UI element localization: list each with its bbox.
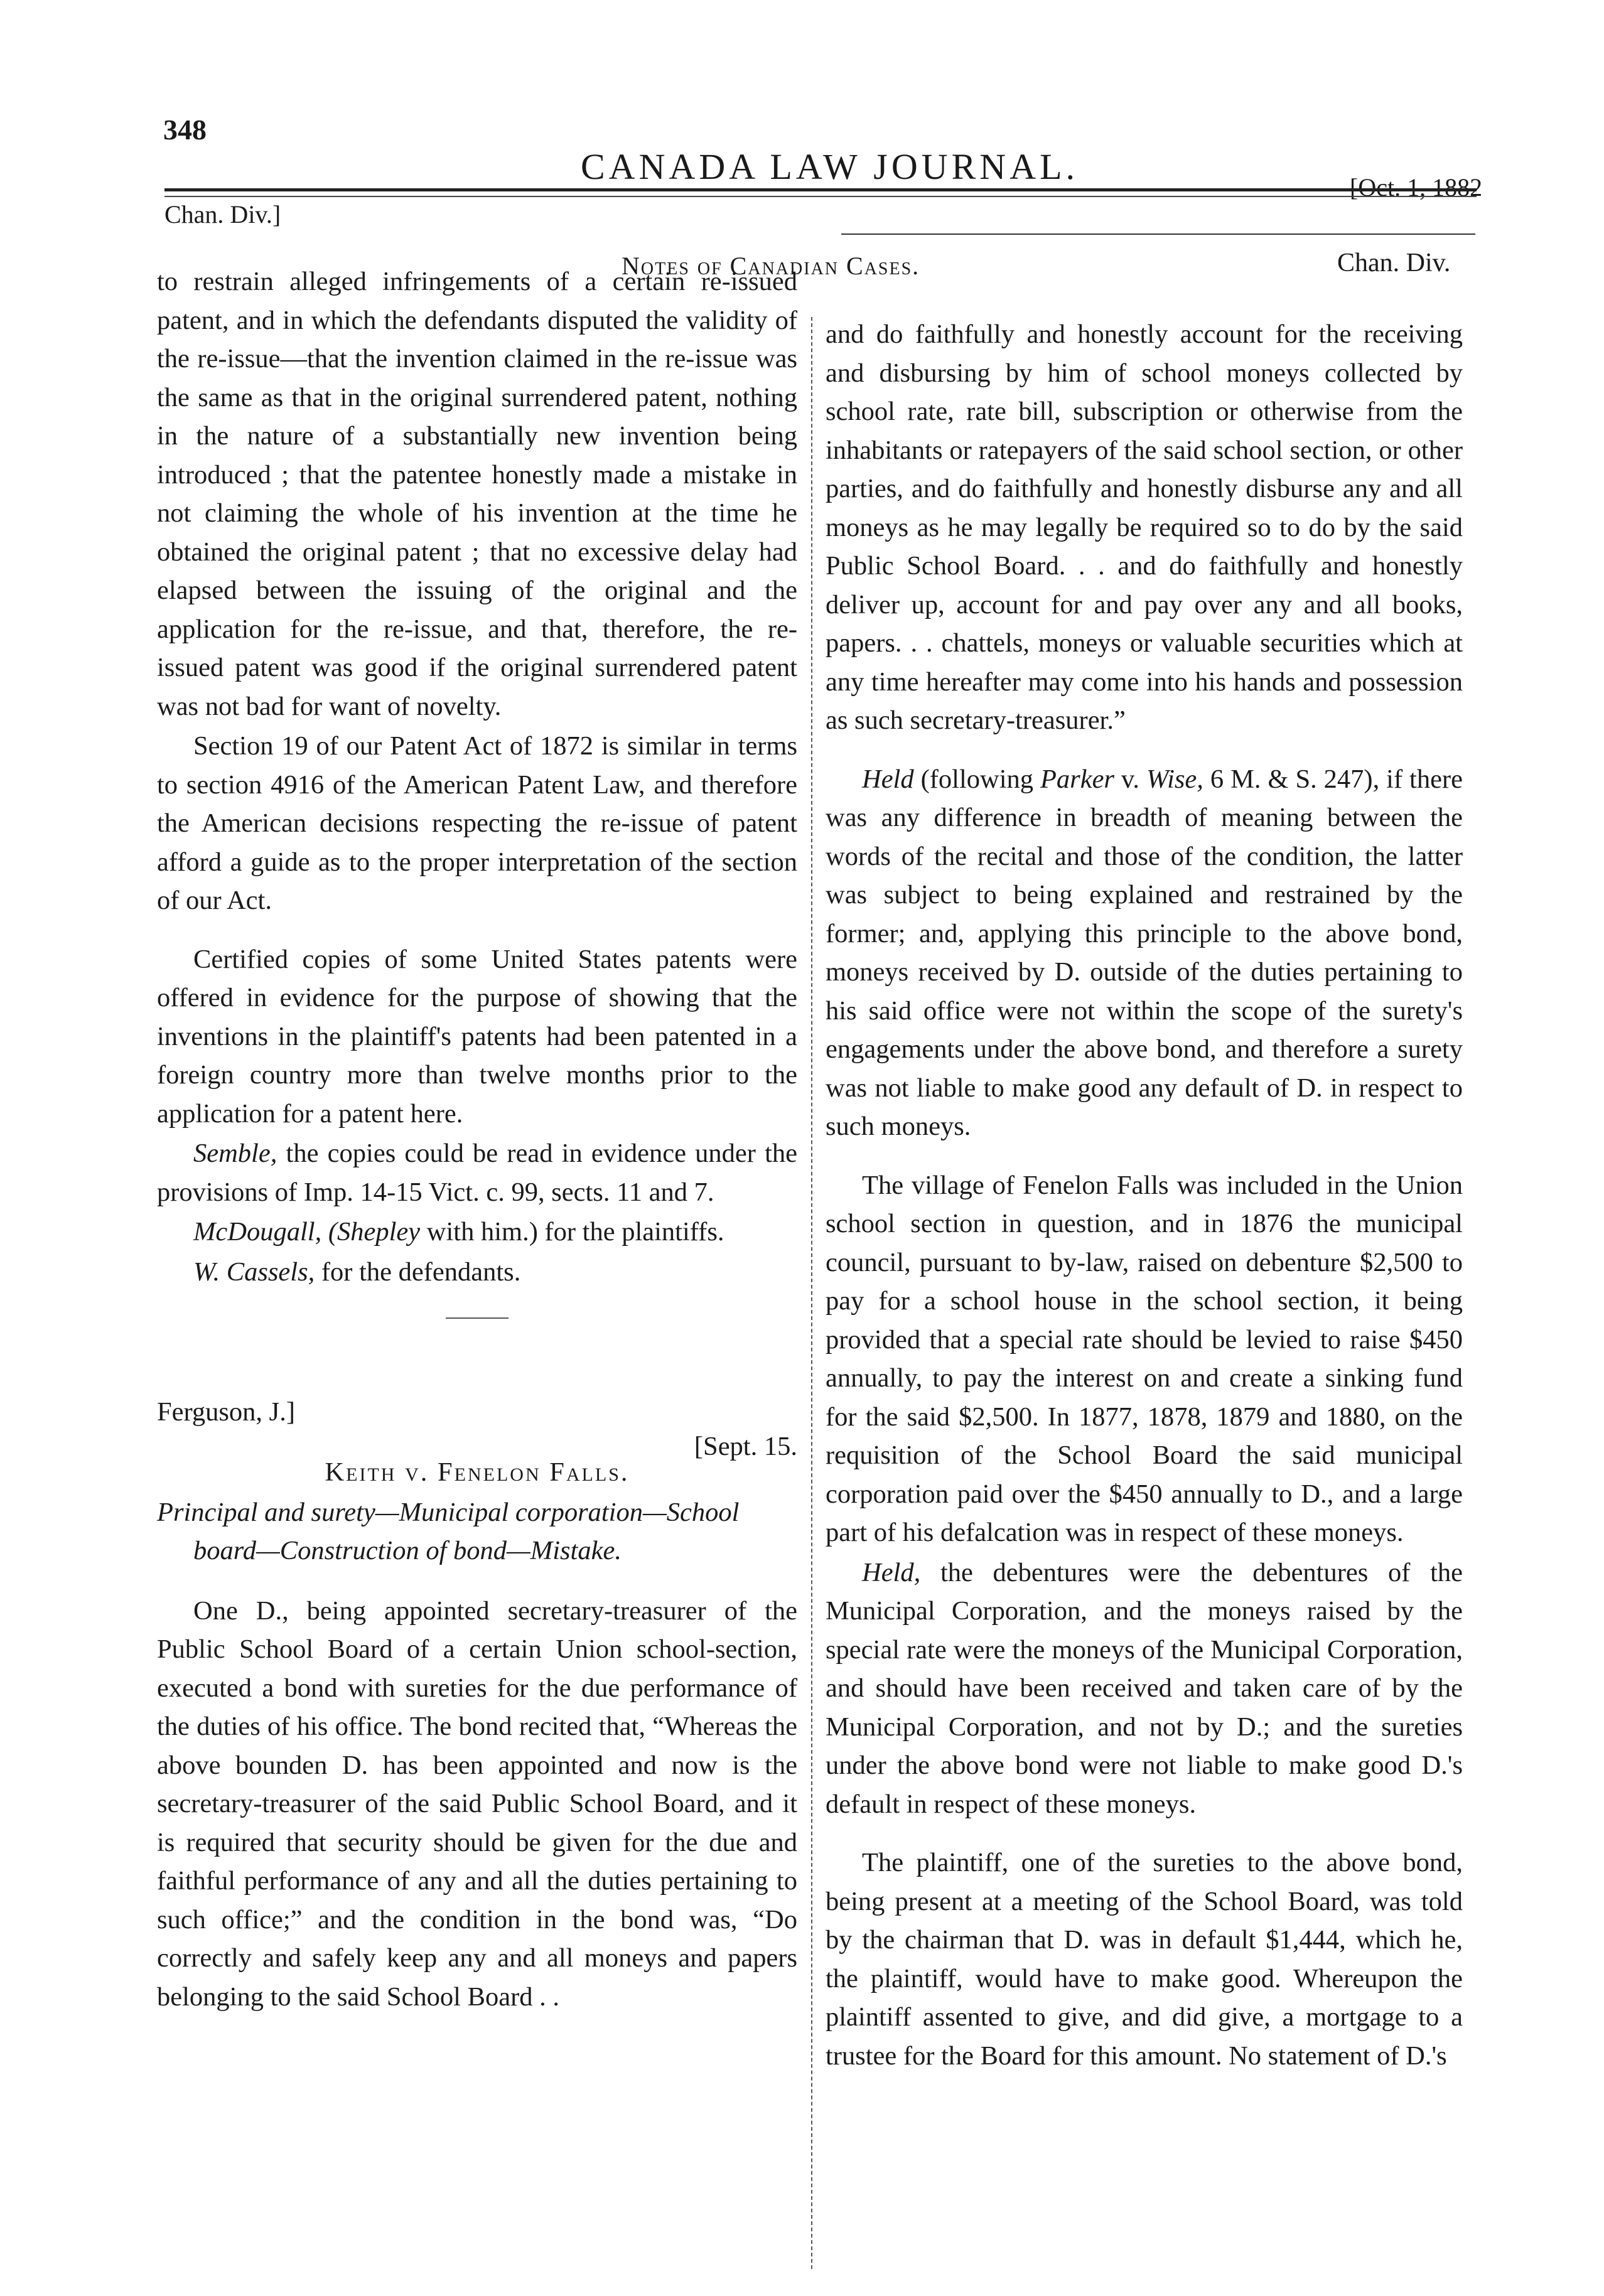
journal-title: CANADA LAW JOURNAL. — [581, 146, 1079, 187]
paragraph-text: v. — [1114, 764, 1147, 794]
italic-term: Held, — [862, 1557, 921, 1587]
counsel-line — [157, 1213, 797, 1252]
paragraph-text: 6 M. & S. 247), if there was any difference in breadth of meaning between the words of the recital and those of the condition, the latter was subject to being explained and restrained by the former; and, applying this principle to the above bond, moneys received by D. outside of the duties pertaining to his said office were not within the scope of the surety's engagements under the above bond, and therefore a surety was not liable to make good any default of D. in respect to such moneys. — [826, 764, 1463, 1141]
counsel-line — [157, 1253, 797, 1292]
paragraph — [826, 760, 1463, 1146]
paragraph-text: the copies could be read in evidence under the provisions of Imp. 14-15 Vict. c. 99, sects. 11 and 7. — [157, 1139, 797, 1207]
left-column — [157, 262, 797, 2016]
paragraph: to restrain alleged infringements of a certain re-issued patent, and in which the defendants disputed the validity of the re-issue—that the invention claimed in the re-issue was the same as that in the original surrendered patent, nothing in the nature of a substantially new invention being introduced ; that the patentee honestly made a mistake in not claiming the whole of his invention at the time he obtained the original patent ; that no excessive delay had elapsed between the issuing of the original and the application for the re-issue, and that, therefore, the re-issued patent was good if the original surrendered patent was not bad for want of novelty. — [157, 267, 797, 721]
paragraph-text: (following — [913, 764, 1040, 794]
paragraph: Section 19 of our Patent Act of 1872 is similar in terms to section 4916 of the American Patent Law, and therefore the American decisions respecting the re-issue of patent afford a guide as to the proper interpretation of the section of our Act. — [157, 731, 797, 915]
header-rule — [164, 188, 1477, 191]
running-head-left: Chan. Div.] — [164, 200, 281, 228]
counsel-names: McDougall, (Shepley — [193, 1217, 421, 1247]
paragraph: The village of Fenelon Falls was included in the Union school section in question, and in 1876 the municipal council, pursuant to by-law, raised on debenture $2,500 to pay for a school house in the school section, it being provided that a special rate should be levied to raise $450 annually, to pay the interest on and create a sinking fund for the said $2,500. In 1877, 1878, 1879 and 1880, on the requisition of the School Board the said municipal corporation paid over the $450 annually to D., and a large part of his defalcation was in respect of these moneys. — [826, 1170, 1463, 1547]
paragraph — [157, 1134, 797, 1211]
headnote: Principal and surety—Municipal corporation—School board—Construction of bond—Mistake. — [157, 1497, 740, 1565]
running-head-center: Notes of Canadian Cases. — [622, 252, 920, 280]
right-column — [826, 315, 1463, 2075]
paragraph: Certified copies of some United States patents were offered in evidence for the purpose of showing that the inventions in the plaintiff's patents had been patented in a foreign country more than twelve months prior to the application for a patent here. — [157, 944, 797, 1129]
case-heading — [157, 1393, 797, 1468]
case-title: Keith v. Fenelon Falls. — [325, 1457, 630, 1487]
paragraph: and do faithfully and honestly account for the receiving and disbursing by him of school moneys collected by school rate, rate bill, subscription or otherwise from the inhabitants or ratepayers of the said school section, or other parties, and do faithfully and honestly disburse any and all moneys as he may legally be required so to do by the said Public School Board. . . and do faithfully and honestly deliver up, account for and pay over any and all books, papers. . . chattels, moneys or valuable securities which at any time hereafter may come into his hands and possession as such secretary-treasurer.” — [826, 319, 1463, 735]
header-rule-thin — [164, 196, 1477, 197]
italic-term: Parker — [1040, 764, 1114, 794]
running-head-right: Chan. Div. — [1337, 249, 1451, 277]
counsel-names: W. Cassels, — [193, 1257, 315, 1287]
paragraph: One D., being appointed secretary-treasurer of the Public School Board of a certain Union school-section, executed a bond with sureties for the due performance of the duties of his office. The bond recited that, “Whereas the above bounden D. has been appointed and now is the secretary-treasurer of the said Public School Board, and it is required that security should be given for the due and faithful performance of any and all the duties pertaining to such office;” and the condition in the bond was, “Do correctly and safely keep any and all moneys and papers belonging to the said School Board . . — [157, 1596, 797, 2012]
running-head-rule — [841, 233, 1475, 235]
counsel-text: for the defendants. — [315, 1257, 521, 1287]
counsel-text: with him.) for the plaintiffs. — [420, 1217, 724, 1247]
italic-term: Held — [862, 764, 914, 794]
paragraph-text: the debentures were the debentures of the Municipal Corporation, and the moneys raised by the special rate were the moneys of the Municipal Corporation, and should have been received and taken care of by the Municipal Corporation, and not by D.; and the sureties under the above bond were not liable to make good D.'s default in respect of these moneys. — [826, 1557, 1463, 1819]
paragraph — [826, 1553, 1463, 1824]
judge-name: Ferguson, J.] — [157, 1397, 295, 1427]
italic-term: Semble, — [193, 1139, 277, 1168]
issue-date: [Oct. 1, 1882 — [1350, 173, 1483, 201]
paragraph: The plaintiff, one of the sureties to the above bond, being present at a meeting of the School Board, was told by the chairman that D. was in default $1,444, which he, the plaintiff, would have to make good. Whereupon the plaintiff assented to give, and did give, a mortgage to a trustee for the Board for this amount. No statement of D.'s — [826, 1848, 1463, 2071]
italic-term: Wise, — [1146, 764, 1203, 794]
section-separator — [446, 1317, 509, 1319]
column-divider — [811, 317, 812, 2269]
case-date: [Sept. 15. — [694, 1432, 797, 1461]
page-number: 348 — [163, 114, 207, 146]
